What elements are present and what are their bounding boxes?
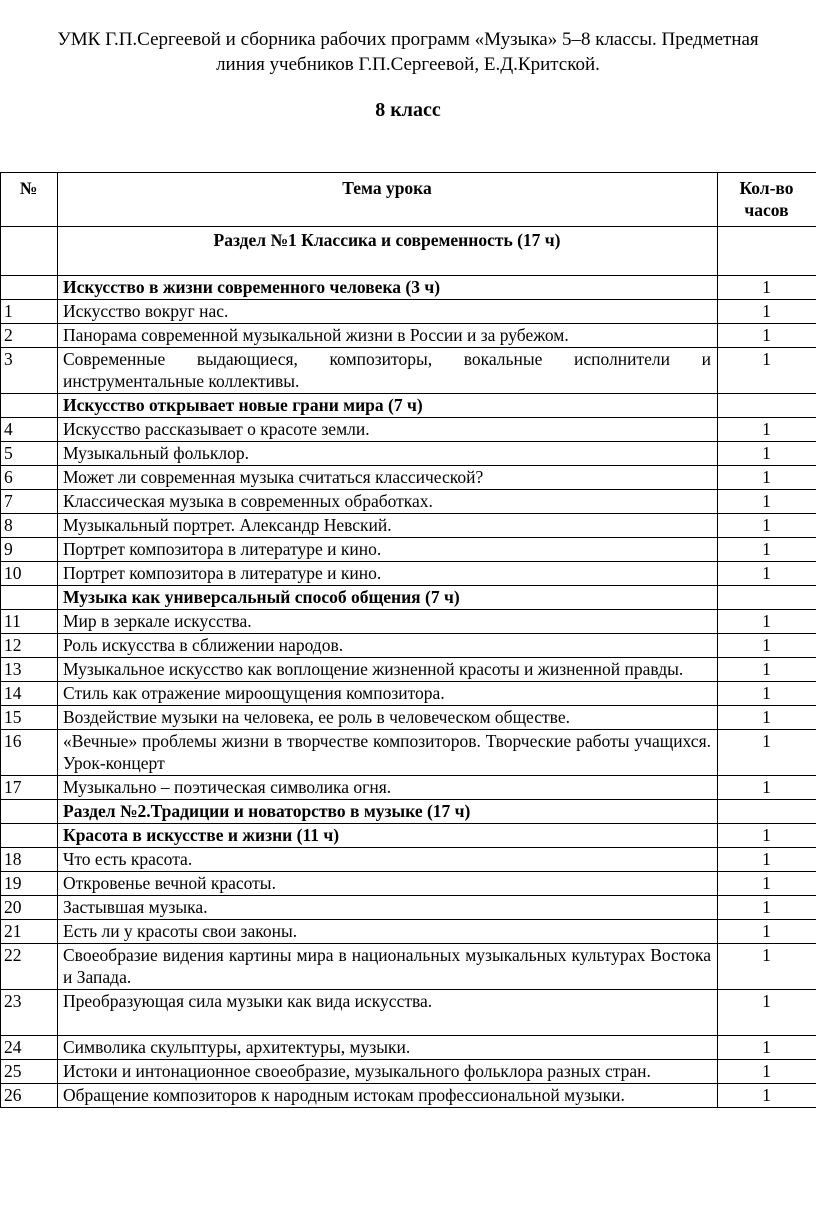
- table-row: [1, 634, 816, 658]
- lesson-theme: Мир в зеркале искусства.: [58, 610, 718, 634]
- lesson-hours: 1: [718, 848, 816, 872]
- table-row: [1, 896, 816, 920]
- lesson-hours: 1: [718, 348, 816, 394]
- lesson-theme: Может ли современная музыка считаться классической?: [58, 466, 718, 490]
- lesson-theme: Воздействие музыки на человека, ее роль в человеческом обществе.: [58, 706, 718, 730]
- table-body: [1, 227, 816, 1108]
- document-header: [0, 27, 816, 77]
- table-row: [1, 276, 816, 300]
- table-row: [1, 920, 816, 944]
- table-row: [1, 990, 816, 1036]
- lesson-number: 6: [1, 466, 58, 490]
- table-row: [1, 442, 816, 466]
- table-row: [1, 682, 816, 706]
- lesson-theme: Искусство рассказывает о красоте земли.: [58, 418, 718, 442]
- subsection-title: Искусство открывает новые грани мира (7 ч): [58, 394, 718, 418]
- lesson-hours: 1: [718, 1060, 816, 1084]
- subsection-title: Искусство в жизни современного человека (3 ч): [58, 276, 718, 300]
- lesson-number: 13: [1, 658, 58, 682]
- table-row: [1, 872, 816, 896]
- lesson-hours: 1: [718, 562, 816, 586]
- lesson-theme: Музыкальное искусство как воплощение жизненной красоты и жизненной правды.: [58, 658, 718, 682]
- lesson-hours: [718, 227, 816, 276]
- lesson-plan-table: [0, 172, 816, 1108]
- lesson-number: 10: [1, 562, 58, 586]
- table-row: [1, 418, 816, 442]
- table-row: [1, 348, 816, 394]
- lesson-theme: Роль искусства в сближении народов.: [58, 634, 718, 658]
- lesson-theme: Стиль как отражение мироощущения композитора.: [58, 682, 718, 706]
- lesson-number: 14: [1, 682, 58, 706]
- column-header-theme: Тема урока: [58, 173, 718, 227]
- lesson-hours: [718, 394, 816, 418]
- lesson-theme: Портрет композитора в литературе и кино.: [58, 538, 718, 562]
- lesson-number: 18: [1, 848, 58, 872]
- lesson-number: [1, 800, 58, 824]
- lesson-theme: Музыкальный портрет. Александр Невский.: [58, 514, 718, 538]
- table-row: [1, 1060, 816, 1084]
- lesson-number: 20: [1, 896, 58, 920]
- lesson-theme: Своеобразие видения картины мира в национальных музыкальных культурах Востока и Запада.: [58, 944, 718, 990]
- column-header-hours: Кол-во часов: [718, 173, 816, 227]
- lesson-theme: Музыкально – поэтическая символика огня.: [58, 776, 718, 800]
- table-row: [1, 227, 816, 276]
- table-row: [1, 610, 816, 634]
- lesson-hours: 1: [718, 324, 816, 348]
- lesson-number: 9: [1, 538, 58, 562]
- lesson-hours: 1: [718, 990, 816, 1036]
- lesson-theme: Застывшая музыка.: [58, 896, 718, 920]
- lesson-theme: Музыкальный фольклор.: [58, 442, 718, 466]
- lesson-number: 22: [1, 944, 58, 990]
- lesson-hours: 1: [718, 776, 816, 800]
- header-line-1: УМК Г.П.Сергеевой и сборника рабочих программ «Музыка» 5–8 классы. Предметная: [57, 29, 759, 50]
- lesson-number: [1, 227, 58, 276]
- header-line-2: линия учебников Г.П.Сергеевой, Е.Д.Критской.: [216, 54, 600, 75]
- lesson-hours: 1: [718, 490, 816, 514]
- lesson-theme: Искусство вокруг нас.: [58, 300, 718, 324]
- lesson-hours: 1: [718, 658, 816, 682]
- lesson-hours: 1: [718, 1036, 816, 1060]
- table-row: [1, 944, 816, 990]
- lesson-theme: Портрет композитора в литературе и кино.: [58, 562, 718, 586]
- lesson-number: 5: [1, 442, 58, 466]
- lesson-hours: 1: [718, 896, 816, 920]
- lesson-theme: Истоки и интонационное своеобразие, музыкального фольклора разных стран.: [58, 1060, 718, 1084]
- lesson-hours: 1: [718, 300, 816, 324]
- lesson-hours: 1: [718, 514, 816, 538]
- table-row: [1, 706, 816, 730]
- section-title: Раздел №1 Классика и современность (17 ч): [58, 227, 718, 276]
- lesson-number: 1: [1, 300, 58, 324]
- lesson-hours: 1: [718, 682, 816, 706]
- table-row: [1, 1084, 816, 1108]
- lesson-number: 25: [1, 1060, 58, 1084]
- table-row: [1, 514, 816, 538]
- lesson-hours: 1: [718, 1084, 816, 1108]
- lesson-hours: 1: [718, 706, 816, 730]
- table-row: [1, 324, 816, 348]
- lesson-number: 12: [1, 634, 58, 658]
- table-row: [1, 466, 816, 490]
- subsection-title: Музыка как универсальный способ общения (7 ч): [58, 586, 718, 610]
- lesson-number: 11: [1, 610, 58, 634]
- lesson-number: [1, 824, 58, 848]
- lesson-number: 21: [1, 920, 58, 944]
- table-row: [1, 1036, 816, 1060]
- table-row: [1, 490, 816, 514]
- table-row: [1, 562, 816, 586]
- subsection-title: Красота в искусстве и жизни (11 ч): [58, 824, 718, 848]
- lesson-hours: 1: [718, 418, 816, 442]
- lesson-hours: 1: [718, 442, 816, 466]
- lesson-hours: 1: [718, 466, 816, 490]
- lesson-hours: 1: [718, 920, 816, 944]
- table-row: [1, 730, 816, 776]
- lesson-number: 19: [1, 872, 58, 896]
- lesson-number: 15: [1, 706, 58, 730]
- lesson-number: 26: [1, 1084, 58, 1108]
- section-title: Раздел №2.Традиции и новаторство в музыке (17 ч): [58, 800, 718, 824]
- table-row: [1, 800, 816, 824]
- lesson-number: [1, 276, 58, 300]
- lesson-number: [1, 586, 58, 610]
- lesson-hours: 1: [718, 276, 816, 300]
- table-row: [1, 848, 816, 872]
- lesson-number: 16: [1, 730, 58, 776]
- lesson-theme: Обращение композиторов к народным истокам профессиональной музыки.: [58, 1084, 718, 1108]
- lesson-number: 4: [1, 418, 58, 442]
- lesson-hours: 1: [718, 538, 816, 562]
- lesson-hours: 1: [718, 824, 816, 848]
- lesson-hours: [718, 800, 816, 824]
- page-title: 8 класс: [375, 99, 441, 121]
- lesson-hours: 1: [718, 610, 816, 634]
- lesson-theme: Преобразующая сила музыки как вида искусства.: [58, 990, 718, 1036]
- table-row: [1, 658, 816, 682]
- table-row: [1, 538, 816, 562]
- lesson-number: 7: [1, 490, 58, 514]
- table-row: [1, 300, 816, 324]
- lesson-theme: Современные выдающиеся, композиторы, вокальные исполнители и инструментальные коллективы.: [58, 348, 718, 394]
- table-row: [1, 776, 816, 800]
- lesson-number: 2: [1, 324, 58, 348]
- lesson-theme: «Вечные» проблемы жизни в творчестве композиторов. Творческие работы учащихся. Урок-концерт: [58, 730, 718, 776]
- lesson-theme: Что есть красота.: [58, 848, 718, 872]
- table-header-row: [1, 173, 816, 227]
- lesson-number: 17: [1, 776, 58, 800]
- lesson-hours: 1: [718, 634, 816, 658]
- lesson-hours: 1: [718, 730, 816, 776]
- lesson-theme: Откровенье вечной красоты.: [58, 872, 718, 896]
- lesson-number: [1, 394, 58, 418]
- lesson-number: 23: [1, 990, 58, 1036]
- column-header-number: №: [1, 173, 58, 227]
- lesson-theme: Есть ли у красоты свои законы.: [58, 920, 718, 944]
- lesson-number: 3: [1, 348, 58, 394]
- table-row: [1, 586, 816, 610]
- table-row: [1, 394, 816, 418]
- lesson-number: 8: [1, 514, 58, 538]
- lesson-number: 24: [1, 1036, 58, 1060]
- lesson-theme: Символика скульптуры, архитектуры, музыки.: [58, 1036, 718, 1060]
- lesson-hours: [718, 586, 816, 610]
- lesson-theme: Классическая музыка в современных обработках.: [58, 490, 718, 514]
- table-row: [1, 824, 816, 848]
- lesson-hours: 1: [718, 872, 816, 896]
- lesson-theme: Панорама современной музыкальной жизни в России и за рубежом.: [58, 324, 718, 348]
- lesson-hours: 1: [718, 944, 816, 990]
